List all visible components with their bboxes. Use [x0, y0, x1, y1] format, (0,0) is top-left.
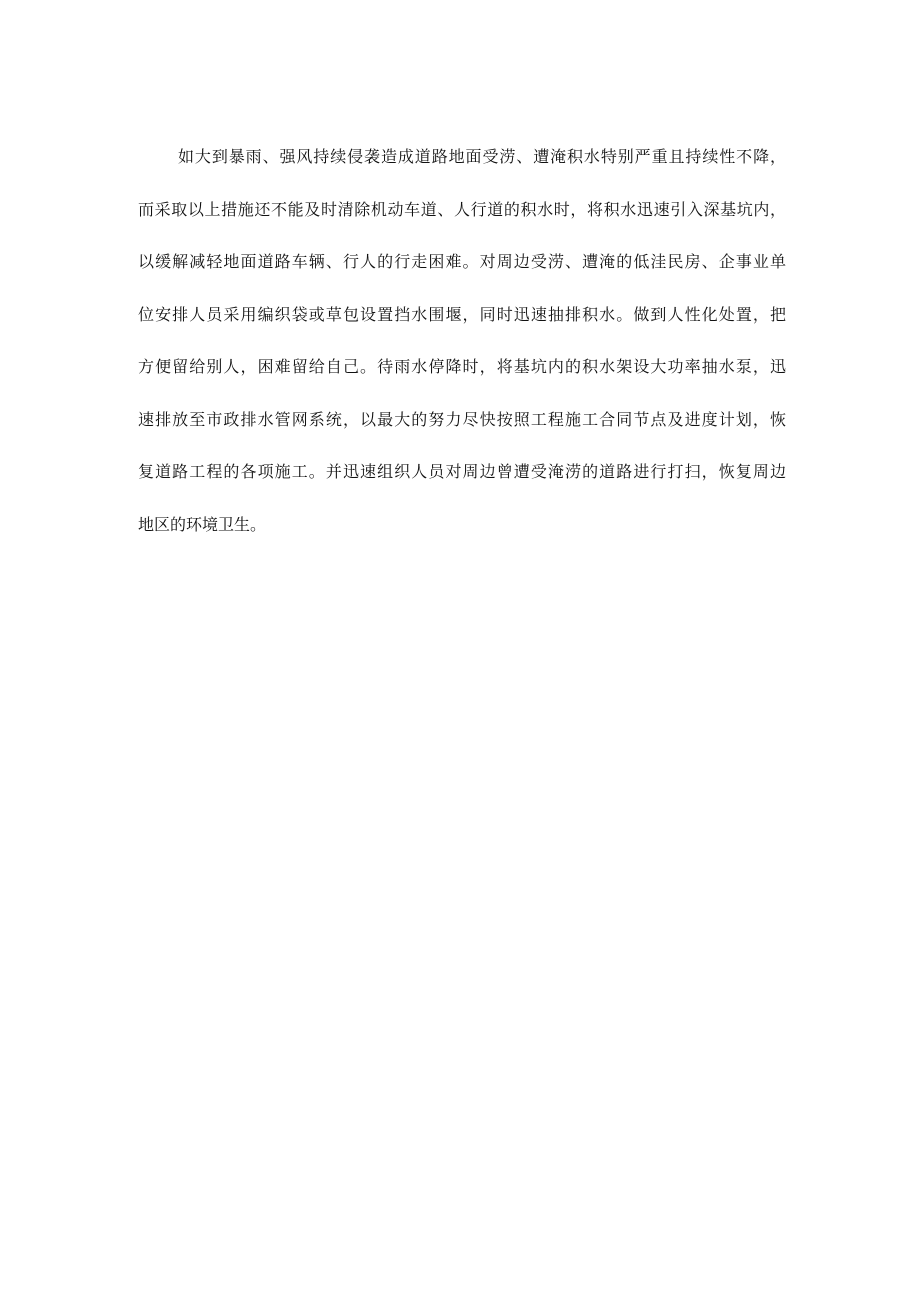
paragraph-line-7: 复道路工程的各项施工。并迅速组织人员对周边曾遭受淹涝的道路进行打扫，恢复周边 — [138, 462, 786, 481]
body-paragraph — [138, 140, 786, 560]
paragraph-line-1: 如大到暴雨、强风持续侵袭造成道路地面受涝、遭淹积水特别严重且持续性不降， — [178, 147, 786, 166]
paragraph-line-8: 地区的环境卫生。 — [138, 514, 267, 534]
paragraph-line-6: 速排放至市政排水管网系统，以最大的努力尽快按照工程施工合同节点及进度计划，恢 — [138, 409, 786, 429]
paragraph-line-2: 而采取以上措施还不能及时清除机动车道、人行道的积水时，将积水迅速引入深基坑内， — [138, 199, 786, 219]
paragraph-line-5: 方便留给别人，困难留给自己。待雨水停降时，将基坑内的积水架设大功率抽水泵，迅 — [138, 357, 786, 376]
paragraph-line-3: 以缓解减轻地面道路车辆、行人的行走困难。对周边受涝、遭淹的低洼民房、企事业单 — [138, 252, 786, 271]
paragraph-line-4: 位安排人员采用编织袋或草包设置挡水围堰，同时迅速抽排积水。做到人性化处置，把 — [138, 304, 786, 324]
